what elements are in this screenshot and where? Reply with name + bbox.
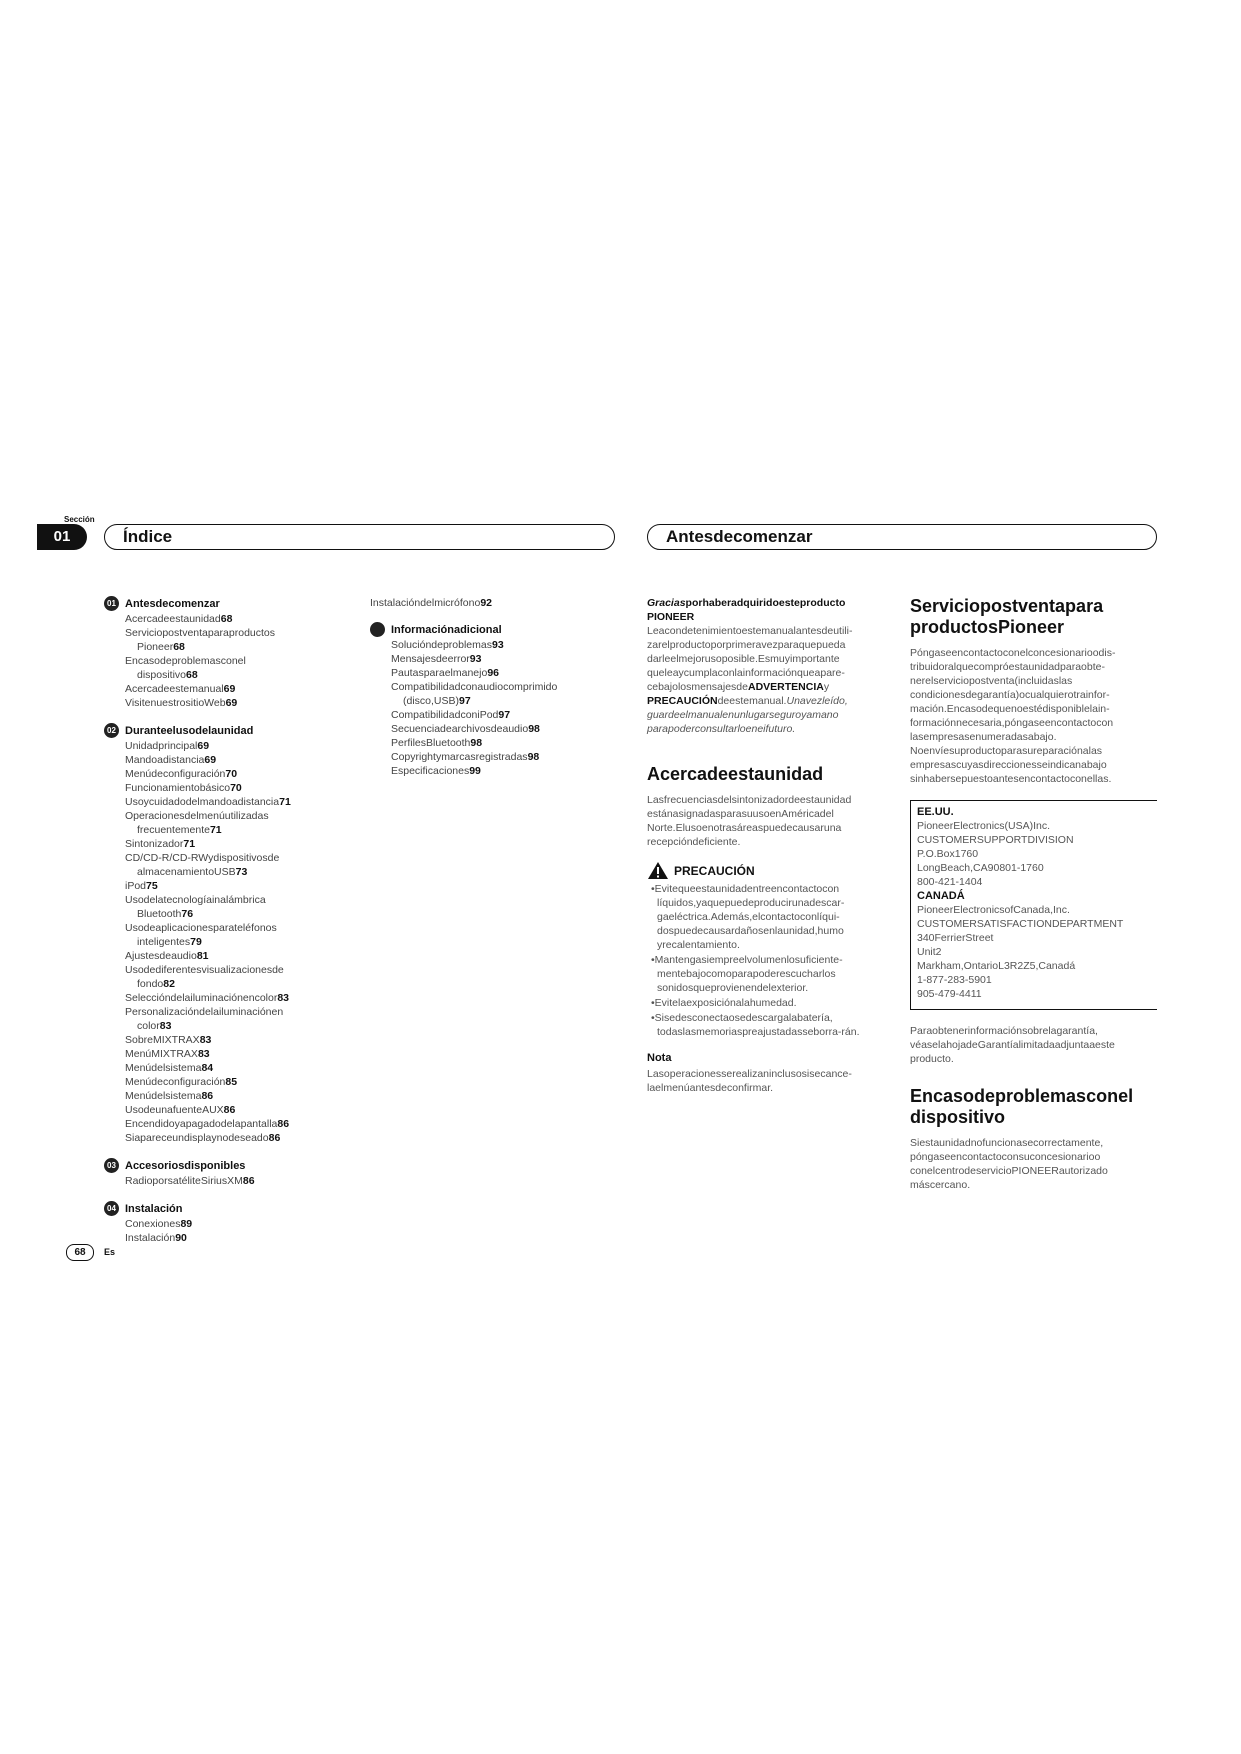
toc-section-items [370, 638, 610, 778]
toc-entry [125, 1117, 344, 1131]
toc-column-2 [370, 596, 610, 791]
toc-entry-title: Menúdeconfiguración [125, 1076, 226, 1088]
toc-entry-title: dispositivo [137, 669, 187, 681]
about-text: Lasfrecuenciasdelsintonizadordeestaunidad estánasignadasparasuusoenAméricadel Norte.Elusoenotrasáreaspuedecausaruna recepcióndeficiente. [647, 794, 852, 848]
toc-section [104, 723, 344, 1145]
toc-section-title: Antesdecomenzar [125, 597, 220, 610]
caution-list [647, 882, 875, 1039]
toc-entry-title: Operacionesdelmenúutilizadas [125, 810, 269, 822]
toc-entry-page: 93 [469, 653, 482, 665]
section-badge-icon: 04 [104, 1201, 119, 1216]
contact-box [910, 800, 1157, 1010]
toc-entry-page: 86 [268, 1132, 281, 1144]
toc-entry [125, 753, 344, 767]
service-column [910, 596, 1157, 1202]
canada-heading: CANADÁ [917, 890, 965, 902]
toc-entry [125, 865, 344, 879]
toc-entry-title: Acercadeestemanual [125, 683, 224, 695]
toc-entry-page: 98 [470, 737, 483, 749]
section-badge-icon: 03 [104, 1158, 119, 1173]
toc-entry-title: (disco,USB) [403, 695, 460, 707]
toc-entry-title: Personalizacióndelailuminaciónen [125, 1006, 284, 1018]
toc-section [370, 622, 610, 778]
toc-entry-page: 90 [175, 1232, 187, 1244]
toc-entry-title: Encasodeproblemasconel [125, 655, 246, 667]
toc-entry-title: SobreMIXTRAX [125, 1034, 200, 1046]
toc-entry [125, 1089, 344, 1103]
caution-item: •Mantengasiempreelvolumenlosuficiente-mentebajocomoparapoderescucharlos sonidosqueprovienendelexterior. [651, 954, 843, 994]
toc-entry [125, 949, 344, 963]
toc-entry-title: almacenamientoUSB [137, 866, 236, 878]
toc-entry-title: inteligentes [137, 936, 191, 948]
warning-triangle-icon [647, 861, 669, 880]
caution-item: •Sisedesconectaosedescargalabatería, todaslasmemoriaspreajustadasseborra-rán. [651, 1012, 860, 1038]
canada-address-line: Markham,OntarioL3R2Z5,Canadá [917, 960, 1076, 972]
toc-entry-page: 96 [487, 667, 500, 679]
toc-entry [125, 1217, 344, 1231]
toc-entry-page: 97 [498, 709, 511, 721]
header-index: Índice [104, 524, 615, 550]
toc-entry [125, 795, 344, 809]
canada-address-line: 905-479-4411 [917, 988, 982, 1000]
toc-entry [125, 893, 344, 907]
toc-entry-page: 98 [528, 723, 540, 735]
intro-lead: porhaberadquiridoesteproducto PIONEER [647, 597, 846, 623]
section-badge-icon [370, 622, 385, 637]
toc-entry [391, 652, 610, 666]
service-title: Serviciopostventapara productosPioneer [910, 596, 1104, 637]
toc-entry [125, 1231, 344, 1245]
toc-entry-page: 79 [190, 936, 202, 948]
toc-entry [125, 809, 344, 823]
service-text: Póngaseencontactoconelconcesionarioodis-tribuidoralquecompróestaunidadparaobte-nerelserviciopostventa(incluidaslas condicionesdegarantía)ocualquierotrainfor-mación.Encasodequenoestédisponiblelain-formaciónnecesaria,póngaseencontactocon lasempresasenumeradasabajo. Noenvíesuproductoparasureparaciónalas empresascuyasdireccionesseindicanabajo sinhabersepuestoantesencontactoconellas. [910, 647, 1116, 785]
usa-address-line: CUSTOMERSUPPORTDIVISION [917, 834, 1074, 846]
toc-entry-title: MenúMIXTRAX [125, 1048, 198, 1060]
toc-entry-title: color [137, 1020, 160, 1032]
toc-entry [391, 680, 610, 694]
toc-entry-page: 83 [277, 992, 290, 1004]
usa-address-line: 800-421-1404 [917, 876, 983, 888]
toc-entry-title: Serviciopostventaparaproductos [125, 627, 276, 639]
toc-entry-title: iPod [125, 880, 147, 892]
toc-entry-page: 70 [230, 782, 242, 794]
toc-entry-page: 85 [225, 1076, 238, 1088]
toc-section-items [104, 1174, 344, 1188]
toc-entry [391, 666, 610, 680]
usa-heading: EE.UU. [917, 806, 954, 818]
toc-section-title: Accesoriosdisponibles [125, 1159, 246, 1172]
toc-entry-page: 92 [480, 597, 492, 609]
toc-entry-page: 86 [242, 1175, 255, 1187]
problems-title: Encasodeproblemasconel dispositivo [910, 1086, 1134, 1127]
toc-entry-page: 97 [459, 695, 471, 707]
problems-text: Siestaunidadnofuncionasecorrectamente, póngaseencontactoconsuconcesionarioo conelcentrodeservicioPIONEERautorizado máscercano. [910, 1137, 1108, 1191]
toc-entry [125, 1174, 344, 1188]
toc-entry [125, 1005, 344, 1019]
toc-section-heading [370, 622, 610, 637]
caution-heading [647, 861, 875, 880]
toc-entry-title: Usodeaplicacionesparateléfonos [125, 922, 277, 934]
toc-entry [125, 963, 344, 977]
toc-entry [125, 626, 344, 640]
toc-entry-title: Solucióndeproblemas [391, 639, 492, 651]
toc-entry-title: Usodediferentesvisualizacionesde [125, 964, 284, 976]
toc-entry-page: 83 [199, 1034, 212, 1046]
toc-entry [125, 682, 344, 696]
usa-address-line: LongBeach,CA90801-1760 [917, 862, 1044, 874]
toc-entry [125, 837, 344, 851]
intro-lead-italic: Gracias [647, 597, 686, 609]
toc-entry-title: Especificaciones [391, 765, 470, 777]
toc-entry-page: 83 [197, 1048, 210, 1060]
toc-entry-title: Conexiones [125, 1218, 181, 1230]
toc-entry [391, 638, 610, 652]
toc-entry [125, 1061, 344, 1075]
language-code: Es [104, 1247, 116, 1257]
note-title: Nota [647, 1052, 672, 1064]
toc-entry [125, 767, 344, 781]
toc-entry-page: 83 [159, 1020, 172, 1032]
toc-entry-page: 73 [235, 866, 248, 878]
toc-section-title: Duranteelusodelaunidad [125, 724, 254, 737]
canada-address-line: CUSTOMERSATISFACTIONDEPARTMENT [917, 918, 1124, 930]
toc-entry [125, 879, 344, 893]
toc-entry-title: Ajustesdeaudio [125, 950, 197, 962]
toc-entry-page: 93 [491, 639, 504, 651]
toc-entry [391, 708, 610, 722]
toc-entry [125, 823, 344, 837]
toc-entry-page: 76 [181, 908, 194, 920]
toc-entry [125, 781, 344, 795]
toc-entry-title: Unidadprincipal [125, 740, 198, 752]
caution-item: •Evitequeestaunidadentreencontactocon líquidos,yaquepuedeproducirunadescar-gaeléctrica.Además,elcontactoconlíqui-dospuedecausardañosenlaunidad,humo yrecalentamiento. [651, 883, 845, 951]
toc-entry [370, 596, 610, 610]
toc-entry [125, 977, 344, 991]
toc-entry [391, 764, 610, 778]
toc-section-heading [104, 1201, 344, 1216]
toc-column-1 [104, 596, 344, 1258]
toc-entry-page: 89 [180, 1218, 193, 1230]
canada-address-line: 340FerrierStreet [917, 932, 994, 944]
toc-entry-title: Menúdelsistema [125, 1090, 202, 1102]
toc-entry-title: Usoycuidadodelmandoadistancia [125, 796, 280, 808]
toc-entry-title: Siapareceundisplaynodeseado [125, 1132, 269, 1144]
toc-entry-title: Pautasparaelmanejo [391, 667, 488, 679]
toc-entry-page: 69 [223, 683, 236, 695]
toc-entry [125, 935, 344, 949]
toc-entry-title: fondo [137, 978, 164, 990]
note-text: Lasoperacionesserealizaninclusosisecance-laelmenúantesdeconfirmar. [647, 1068, 852, 1094]
toc-entry-page: 69 [204, 754, 217, 766]
advertencia-word: ADVERTENCIA [747, 681, 824, 693]
intro-text-italic: Unavezleído, guardeelmanualenunlugarseguroyamano parapoderconsultarloeneifuturo. [647, 695, 848, 735]
toc-entry [125, 1131, 344, 1145]
toc-entry-title: frecuentemente [137, 824, 210, 836]
toc-entry [125, 640, 344, 654]
toc-section [104, 1158, 344, 1188]
toc-entry [125, 921, 344, 935]
header-before-start: Antesdecomenzar [647, 524, 1157, 550]
toc-entry-title: Pioneer [137, 641, 174, 653]
toc-entry [125, 991, 344, 1005]
toc-section-heading [104, 596, 344, 611]
section-number: 01 [37, 524, 87, 550]
toc-entry-page: 75 [146, 880, 158, 892]
toc-entry-title: Compatibilidadconaudiocomprimido [391, 681, 558, 693]
canada-address-line: Unit2 [917, 946, 942, 958]
section-badge-icon: 02 [104, 723, 119, 738]
toc-entry-title: Funcionamientobásico [125, 782, 231, 794]
toc-section-title: Informaciónadicional [391, 623, 502, 636]
canada-address-line: PioneerElectronicsofCanada,Inc. [917, 904, 1070, 916]
toc-entry-page: 98 [527, 751, 540, 763]
toc-entry-page: 71 [209, 824, 222, 836]
toc-entry-page: 70 [225, 768, 238, 780]
toc-entry-title: Menúdelsistema [125, 1062, 202, 1074]
usa-address [917, 819, 1151, 889]
toc-section-heading [104, 1158, 344, 1173]
toc-entry-page: 71 [183, 838, 196, 850]
toc-entry-page: 69 [225, 697, 238, 709]
toc-entry-page: 86 [277, 1118, 290, 1130]
toc-section-heading [104, 723, 344, 738]
toc-entry-page: 82 [163, 978, 175, 990]
section-label: Sección [64, 515, 95, 524]
precaucion-word: PRECAUCIÓN [647, 695, 718, 707]
toc-entry-title: PerfilesBluetooth [391, 737, 471, 749]
toc-entry-title: Usodelatecnologíainalámbrica [125, 894, 266, 906]
toc-entry-title: CompatibilidadconiPod [391, 709, 499, 721]
toc-entry-title: UsodeunafuenteAUX [125, 1104, 224, 1116]
caution-title: PRECAUCIÓN [674, 863, 755, 878]
toc-section [104, 596, 344, 710]
toc-entry-title: Menúdeconfiguración [125, 768, 226, 780]
toc-entry-title: Secuenciadearchivosdeaudio [391, 723, 529, 735]
intro-text-b: deestemanual. [717, 695, 787, 707]
toc-entry-page: 68 [186, 669, 198, 681]
toc-entry [391, 736, 610, 750]
toc-entry [125, 654, 344, 668]
toc-entry-title: Copyrightymarcasregistradas [391, 751, 528, 763]
toc-entry [125, 612, 344, 626]
toc-entry-title: Seleccióndelailuminaciónencolor [125, 992, 278, 1004]
toc-section [104, 1201, 344, 1245]
toc-entry-page: 86 [223, 1104, 236, 1116]
toc-entry [125, 907, 344, 921]
toc-entry [125, 1103, 344, 1117]
toc-entry-page: 71 [279, 796, 291, 808]
toc-section-items [104, 612, 344, 710]
toc-entry [125, 739, 344, 753]
toc-entry [125, 1033, 344, 1047]
toc-entry-title: Mandoadistancia [125, 754, 205, 766]
toc-entry-title: Bluetooth [137, 908, 182, 920]
toc-entry [125, 851, 344, 865]
toc-section-items [104, 739, 344, 1145]
toc-entry-title: RadioporsatéliteSiriusXM [125, 1175, 243, 1187]
intro-column [647, 596, 875, 1095]
toc-entry-page: 84 [201, 1062, 214, 1074]
toc-entry-page: 69 [197, 740, 210, 752]
warranty-text: Paraobtenerinformaciónsobrelagarantía, véaselahojadeGarantíalimitadaadjuntaaeste producto. [910, 1025, 1115, 1065]
usa-address-line: PioneerElectronics(USA)Inc. [917, 820, 1051, 832]
and-word: y [823, 681, 830, 693]
toc-section-items [104, 1217, 344, 1245]
toc-section-title: Instalación [125, 1202, 183, 1215]
toc-entry [391, 750, 610, 764]
toc-entry-title: Instalacióndelmicrófono [370, 597, 481, 609]
toc-entry [125, 1047, 344, 1061]
toc-entry-title: Encendidoyapagadodelapantalla [125, 1118, 278, 1130]
about-title: Acercadeestaunidad [647, 764, 824, 784]
toc-entry-title: CD/CD-R/CD-RWydispositivosde [125, 852, 280, 864]
intro-paragraph [647, 596, 875, 736]
toc-entry-title: Acercadeestaunidad [125, 613, 221, 625]
toc-entry-page: 68 [220, 613, 233, 625]
usa-address-line: P.O.Box1760 [917, 848, 979, 860]
toc-entry [125, 696, 344, 710]
page-number: 68 [66, 1244, 94, 1261]
toc-entry [125, 1019, 344, 1033]
section-badge-icon: 01 [104, 596, 119, 611]
toc-entry-page: 99 [469, 765, 481, 777]
canada-address-line: 1-877-283-5901 [917, 974, 992, 986]
toc-entry [391, 722, 610, 736]
toc-entry [391, 694, 610, 708]
toc-entry-page: 86 [201, 1090, 214, 1102]
caution-item: •Evitelaexposiciónalahumedad. [651, 997, 797, 1009]
toc-entry-title: Sintonizador [125, 838, 184, 850]
toc-entry-page: 68 [173, 641, 185, 653]
toc-entry [125, 1075, 344, 1089]
canada-address [917, 903, 1151, 1001]
toc-entry-title: Instalación [125, 1232, 176, 1244]
toc-entry-title: VisitenuestrositioWeb [125, 697, 226, 709]
toc-entry-title: Mensajesdeerror [391, 653, 470, 665]
toc-entry [125, 668, 344, 682]
intro-text-a: Leacondetenimientoestemanualantesdeutili-zarelproductoporprimeravezparaquepueda darleelmejorusoposible.Esmuyimportante queleaycumplaconlainformaciónqueapare-cebajolosmensajesde [647, 625, 853, 693]
toc-entry-page: 81 [196, 950, 209, 962]
